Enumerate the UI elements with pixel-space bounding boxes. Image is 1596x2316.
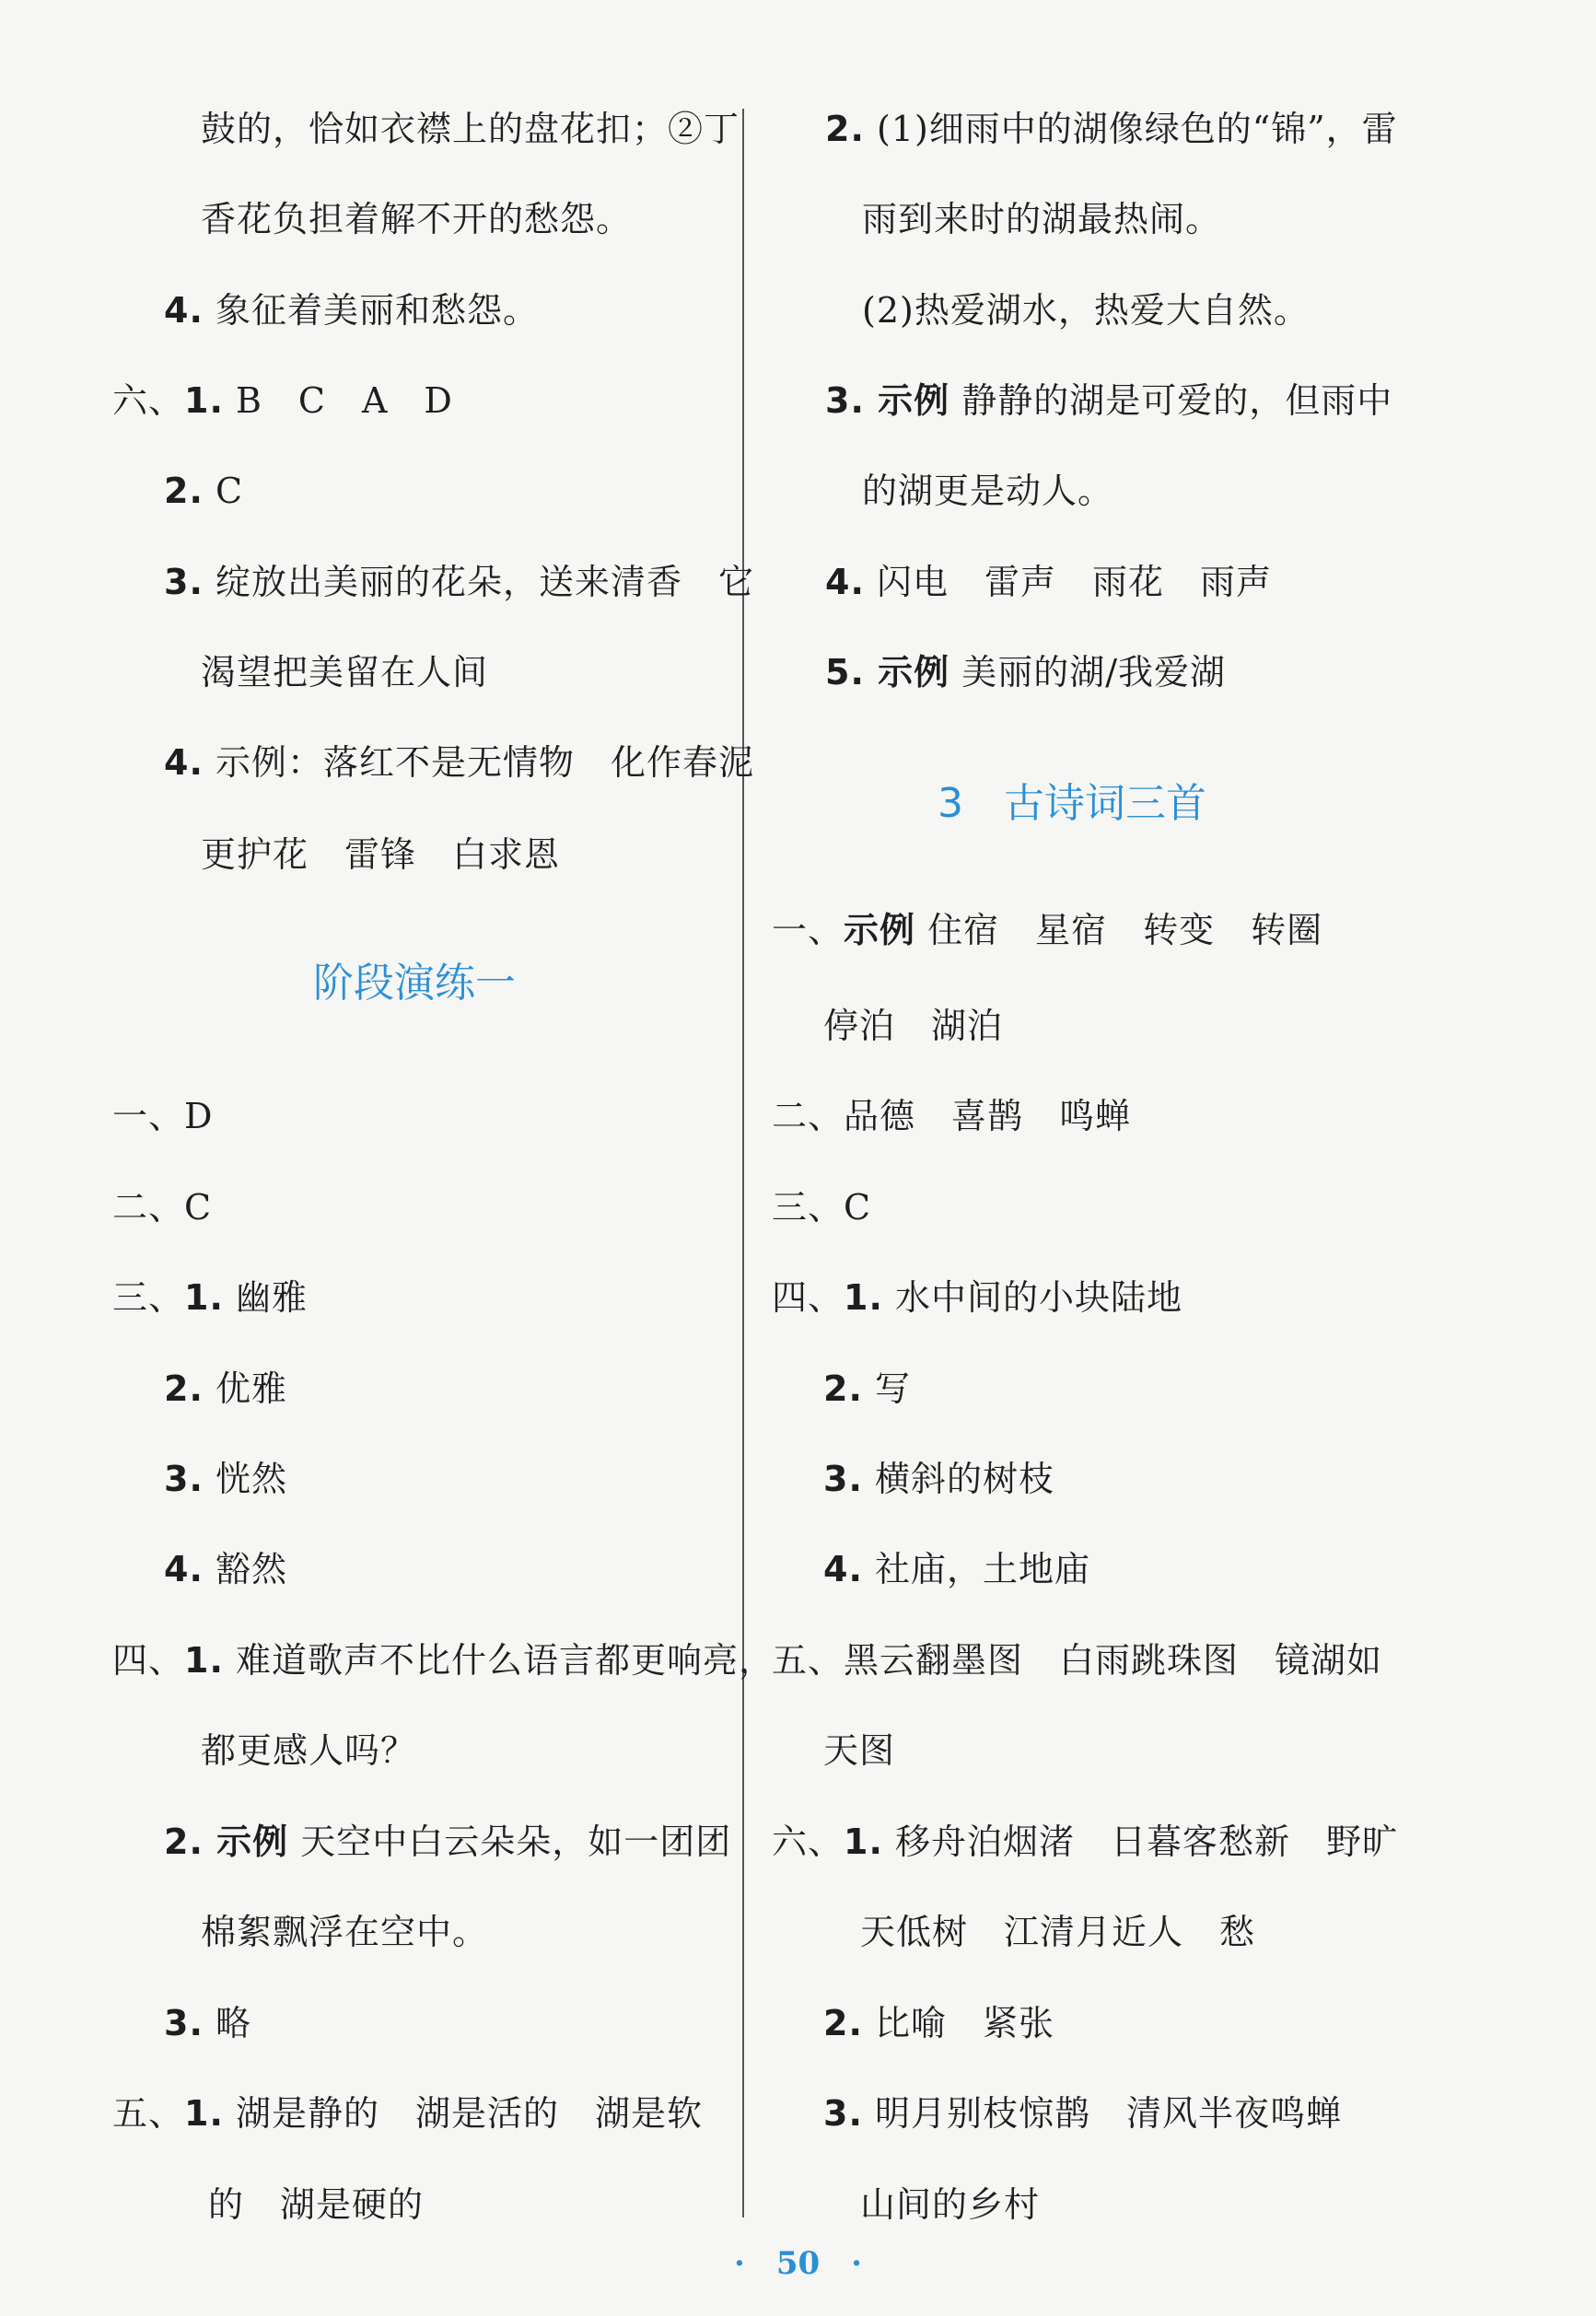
answer-line: 香花负担着解不开的愁怨。	[201, 199, 633, 239]
answer-line: 都更感人吗？	[201, 1730, 417, 1771]
answer-line: 2. (1)细雨中的湖像绿色的“锦”，雷	[825, 109, 1398, 149]
answer-line: 3. 示例 静静的湖是可爱的，但雨中	[825, 380, 1393, 421]
answer-line: 一、示例 住宿 星宿 转变 转圈	[772, 910, 1323, 950]
section-heading: 3 古诗词三首	[938, 780, 1206, 827]
answer-line: 4. 豁然	[164, 1549, 287, 1589]
answer-line: 停泊 湖泊	[823, 1006, 1004, 1046]
answer-line: 五、黑云翻墨图 白雨跳珠图 镜湖如	[772, 1640, 1383, 1681]
answer-line: 一、D	[112, 1096, 214, 1136]
page-number: · 50 ·	[734, 2245, 862, 2282]
column-divider	[742, 109, 744, 2217]
answer-line: 六、1. B C A D	[112, 380, 453, 421]
answer-line: 棉絮飘浮在空中。	[201, 1912, 489, 1952]
answer-line: 二、C	[112, 1187, 213, 1228]
answer-line: 4. 闪电 雷声 雨花 雨声	[825, 562, 1272, 602]
answer-line: 雨到来时的湖最热闹。	[862, 199, 1222, 239]
answer-line: 4. 示例：落红不是无情物 化作春泥	[164, 742, 754, 783]
answer-line: (2)热爱湖水，热爱大自然。	[862, 290, 1310, 331]
answer-line: 3. 绽放出美丽的花朵，送来清香 它	[164, 562, 754, 602]
answer-line: 4. 社庙，土地庙	[823, 1549, 1090, 1589]
answer-line: 四、1. 难道歌声不比什么语言都更响亮，	[112, 1640, 775, 1681]
answer-line: 山间的乡村	[860, 2184, 1041, 2225]
answer-line: 的 湖是硬的	[208, 2184, 425, 2225]
section-heading: 阶段演练一	[313, 960, 516, 1007]
answer-line: 2. 比喻 紧张	[823, 2003, 1054, 2043]
answer-line: 2. 优雅	[164, 1368, 287, 1409]
answer-line: 四、1. 水中间的小块陆地	[772, 1277, 1182, 1318]
answer-line: 3. 略	[164, 2003, 251, 2043]
answer-line: 六、1. 移舟泊烟渚 日暮客愁新 野旷	[772, 1821, 1398, 1862]
answer-line: 二、品德 喜鹊 鸣蝉	[772, 1096, 1132, 1136]
answer-line: 更护花 雷锋 白求恩	[201, 834, 561, 875]
answer-line: 3. 明月别枝惊鹊 清风半夜鸣蝉	[823, 2093, 1342, 2134]
answer-line: 天图	[823, 1730, 896, 1771]
answer-line: 天低树 江清月近人 愁	[860, 1912, 1256, 1952]
answer-line: 2. 示例 天空中白云朵朵，如一团团	[164, 1821, 732, 1862]
answer-line: 的湖更是动人。	[862, 471, 1114, 511]
answer-line: 三、C	[772, 1187, 872, 1228]
answer-line: 鼓的，恰如衣襟上的盘花扣；②丁	[201, 109, 740, 149]
answer-line: 5. 示例 美丽的湖/我爱湖	[825, 652, 1227, 692]
answer-line: 五、1. 湖是静的 湖是活的 湖是软	[112, 2093, 703, 2134]
answer-line: 三、1. 幽雅	[112, 1277, 308, 1318]
answer-line: 2. 写	[823, 1368, 911, 1409]
answer-line: 渴望把美留在人间	[201, 652, 489, 692]
answer-line: 3. 横斜的树枝	[823, 1459, 1054, 1499]
answer-line: 4. 象征着美丽和愁怨。	[164, 290, 539, 331]
answer-line: 2. C	[164, 471, 244, 511]
answer-line: 3. 恍然	[164, 1459, 287, 1499]
